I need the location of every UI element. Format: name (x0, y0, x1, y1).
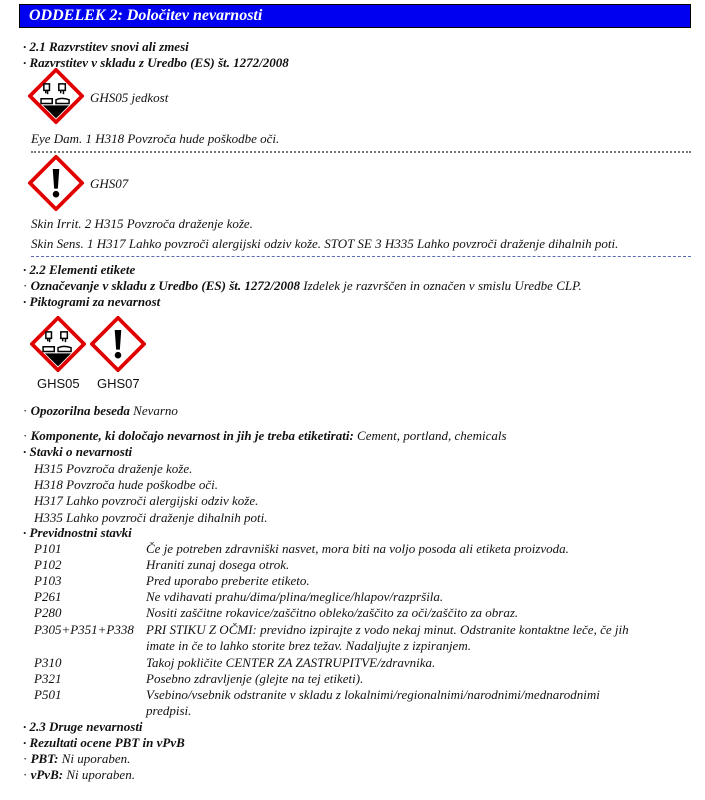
corrosion-pictogram-icon (28, 68, 84, 124)
pbt-line: · PBT: Ni uporaben. (23, 751, 131, 766)
eye-dam-line: Eye Dam. 1 H318 Povzroča hude poškodbe oči. (31, 131, 280, 146)
components-line: · Komponente, ki določajo nevarnost in jih je treba etiketirati: Cement, portland, chemicals (23, 428, 507, 443)
precaution-code: P102 (34, 557, 62, 572)
precaution-text: Nositi zaščitne rokavice/zaščitno obleko/zaščito za oči/zaščito za obraz. (146, 605, 519, 620)
hazard-heading: · Stavki o nevarnosti (23, 444, 133, 459)
hazard-statement: H315 Povzroča draženje kože. (34, 461, 193, 476)
dotted-divider (31, 151, 691, 153)
precaution-text: PRI STIKU Z OČMI: previdno izpirajte z vodo nekaj minut. Odstranite kontaktne leče, če jih (146, 622, 629, 637)
precaution-code: P310 (34, 655, 62, 670)
precaution-heading: · Previdnostni stavki (23, 525, 132, 540)
precaution-text: Takoj pokličite CENTER ZA ZASTRUPITVE/zdravnika. (146, 655, 436, 670)
ghs07-label: GHS07 (90, 176, 129, 191)
precaution-code: P101 (34, 541, 62, 556)
precaution-text: Če je potreben zdravniški nasvet, mora biti na voljo posoda ali etiketa proizvoda. (146, 541, 569, 556)
precaution-code: P280 (34, 605, 62, 620)
hazard-statement: H335 Lahko povzroči draženje dihalnih poti. (34, 510, 268, 525)
precaution-text: Pred uporabo preberite etiketo. (146, 573, 310, 588)
precaution-text: Ne vdihavati prahu/dima/plina/meglice/hlapov/razpršila. (146, 589, 444, 604)
vpvb-line: · vPvB: Ni uporaben. (23, 767, 135, 782)
exclamation-pictogram-icon (28, 155, 84, 211)
precaution-code: P305+P351+P338 (34, 622, 134, 637)
ghs05-label: GHS05 jedkost (90, 90, 169, 105)
precaution-code: P261 (34, 589, 62, 604)
ghs07-exclamation-icon (90, 316, 146, 372)
precaution-text-cont: imate in če to lahko storite brez težav. Nadaljujte z izpiranjem. (146, 638, 471, 653)
precaution-code: P103 (34, 573, 62, 588)
dashed-divider (31, 256, 691, 257)
skin-irrit-line: Skin Irrit. 2 H315 Povzroča draženje kože. (31, 216, 253, 231)
pbt-heading: · Rezultati ocene PBT in vPvB (23, 735, 185, 750)
precaution-code: P321 (34, 671, 62, 686)
heading-2-2: · 2.2 Elementi etikete (23, 262, 136, 277)
pict-label-ghs07: GHS07 (97, 376, 140, 391)
precaution-text: Hraniti zunaj dosega otrok. (146, 557, 290, 572)
hazard-statement: H317 Lahko povzroči alergijski odziv kože. (34, 493, 259, 508)
hazard-statement: H318 Povzroča hude poškodbe oči. (34, 477, 219, 492)
precaution-text-cont: predpisi. (146, 703, 192, 718)
labeling-line: · Označevanje v skladu z Uredbo (ES) št. 1272/2008 Izdelek je razvrščen in označen v smislu Uredbe CLP. (23, 278, 582, 293)
signal-word: · Opozorilna beseda Nevarno (23, 403, 178, 418)
classification-regulation: · Razvrstitev v skladu z Uredbo (ES) št. 1272/2008 (23, 55, 289, 70)
precaution-text: Posebno zdravljenje (glejte na tej etiketi). (146, 671, 364, 686)
heading-2-3: · 2.3 Druge nevarnosti (23, 719, 143, 734)
skin-sens-line: Skin Sens. 1 H317 Lahko povzroči alergijski odziv kože. STOT SE 3 H335 Lahko povzroči draženje dihalnih poti. (31, 236, 619, 251)
precaution-code: P501 (34, 687, 62, 702)
precaution-text: Vsebino/vsebnik odstranite v skladu z lokalnimi/regionalnimi/narodnimi/mednarodnimi (146, 687, 600, 702)
heading-2-1: · 2.1 Razvrstitev snovi ali zmesi (23, 39, 189, 54)
ghs05-corrosion-icon (30, 316, 86, 372)
section-title: ODDELEK 2: Določitev nevarnosti (29, 7, 263, 24)
pictograms-heading: · Piktogrami za nevarnost (23, 294, 161, 309)
section-header (19, 4, 691, 28)
pict-label-ghs05: GHS05 (37, 376, 80, 391)
